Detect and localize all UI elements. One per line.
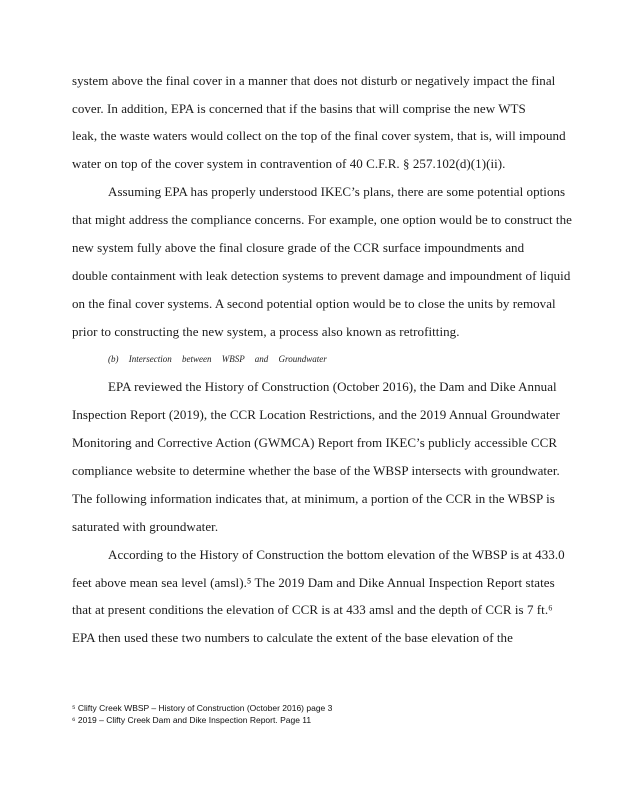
body-line-18: feet above mean sea level (amsl).⁵ The 2019 Dam and Dike Annual Inspection Report states (72, 575, 555, 590)
body-line-11: EPA reviewed the History of Construction (October 2016), the Dam and Dike Annual (108, 379, 557, 394)
body-line-17: According to the History of Construction the bottom elevation of the WBSP is at 433.0 (108, 547, 565, 562)
body-line-2: cover. In addition, EPA is concerned that if the basins that will comprise the new WTS (72, 101, 526, 116)
body-line-20: EPA then used these two numbers to calculate the extent of the base elevation of the (72, 630, 513, 645)
body-line-3: leak, the waste waters would collect on the top of the final cover system, that is, will impound (72, 128, 566, 143)
body-line-8: double containment with leak detection systems to prevent damage and impoundment of liquid (72, 268, 571, 283)
body-line-14: compliance website to determine whether the base of the WBSP intersects with groundwater. (72, 463, 560, 478)
body-line-1: system above the final cover in a manner that does not disturb or negatively impact the final (72, 73, 556, 88)
body-line-15: The following information indicates that, at minimum, a portion of the CCR in the WBSP is (72, 491, 555, 506)
body-line-12: Inspection Report (2019), the CCR Location Restrictions, and the 2019 Annual Groundwater (72, 407, 560, 422)
footnote-6: ⁶ 2019 – Clifty Creek Dam and Dike Inspection Report. Page 11 (72, 715, 312, 725)
body-line-7: new system fully above the final closure grade of the CCR surface impoundments and (72, 240, 525, 255)
body-line-4: water on top of the cover system in contravention of 40 C.F.R. § 257.102(d)(1)(ii). (72, 156, 506, 171)
footnote-5: ⁵ Clifty Creek WBSP – History of Construction (October 2016) page 3 (72, 703, 333, 713)
body-line-5: Assuming EPA has properly understood IKEC’s plans, there are some potential options (108, 184, 566, 199)
body-line-13: Monitoring and Corrective Action (GWMCA) Report from IKEC’s publicly accessible CCR (72, 435, 558, 450)
body-line-19: that at present conditions the elevation of CCR is at 433 amsl and the depth of CCR is 7 ft.⁶ (72, 602, 553, 617)
body-line-9: on the final cover systems. A second potential option would be to close the units by removal (72, 296, 556, 311)
body-line-6: that might address the compliance concerns. For example, one option would be to construct the (72, 212, 572, 227)
section-subheading: (b) Intersection between WBSP and Groundwater (108, 354, 327, 364)
body-line-16: saturated with groundwater. (72, 519, 219, 534)
body-line-10: prior to constructing the new system, a process also known as retrofitting. (72, 324, 460, 339)
